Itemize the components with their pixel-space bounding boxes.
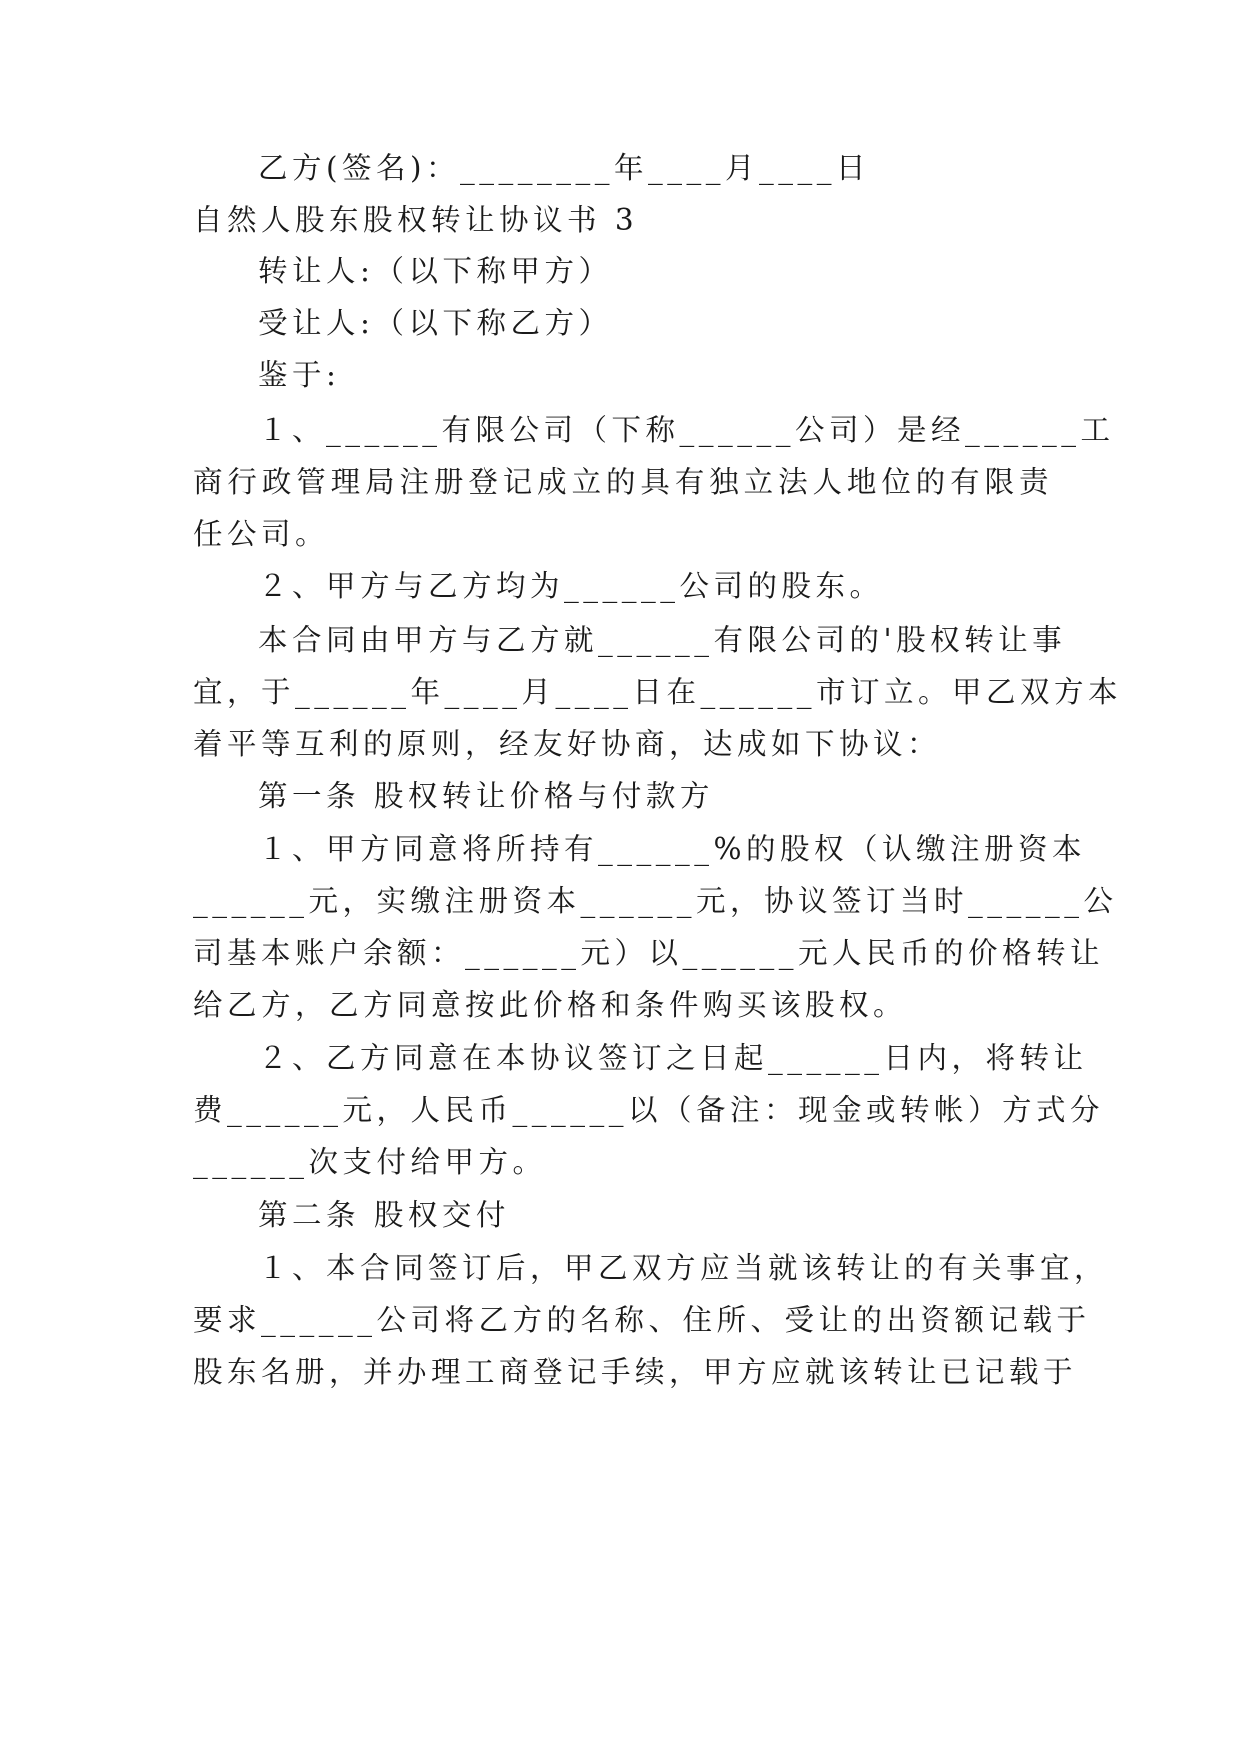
- paragraph-line: 股东名册，并办理工商登记手续，甲方应就该转让已记载于: [193, 1355, 1078, 1389]
- paragraph-line: 司基本账户余额：______元）以______元人民币的价格转让: [193, 936, 1105, 970]
- paragraph-line: １、______有限公司（下称______公司）是经______工: [258, 413, 1115, 447]
- paragraph-line: ______次支付给甲方。: [193, 1145, 547, 1179]
- paragraph-line: 给乙方，乙方同意按此价格和条件购买该股权。: [193, 988, 908, 1022]
- signature-line: 乙方(签名)：________年____月____日: [258, 151, 871, 185]
- paragraph-line: 费______元，人民币______以（备注：现金或转帐）方式分: [193, 1093, 1105, 1127]
- paragraph-line: 任公司。: [193, 517, 330, 551]
- paragraph-line: 要求______公司将乙方的名称、住所、受让的出资额记载于: [193, 1303, 1091, 1337]
- paragraph-line: 着平等互利的原则，经友好协商，达成如下协议：: [193, 727, 942, 761]
- paragraph-line: 商行政管理局注册登记成立的具有独立法人地位的有限责: [193, 465, 1053, 499]
- paragraph-line: １、甲方同意将所持有______%的股权（认缴注册资本: [258, 832, 1087, 866]
- paragraph-line: ２、甲方与乙方均为______公司的股东。: [258, 569, 884, 603]
- paragraph-line: 宜，于______年____月____日在______市订立。甲乙双方本: [193, 675, 1123, 709]
- transferor-line: 转让人:（以下称甲方）: [258, 254, 613, 288]
- whereas-heading: 鉴于:: [258, 358, 341, 392]
- article-heading: 第二条 股权交付: [258, 1198, 510, 1232]
- paragraph-line: ２、乙方同意在本协议签订之日起______日内，将转让: [258, 1041, 1088, 1075]
- paragraph-line: 本合同由甲方与乙方就______有限公司的'股权转让事: [258, 623, 1067, 657]
- paragraph-line: ______元，实缴注册资本______元，协议签订当时______公: [193, 884, 1118, 918]
- transferee-line: 受让人:（以下称乙方）: [258, 306, 613, 340]
- paragraph-line: １、本合同签订后，甲乙双方应当就该转让的有关事宜，: [258, 1251, 1109, 1285]
- document-title: 自然人股东股权转让协议书 3: [193, 203, 639, 237]
- article-heading: 第一条 股权转让价格与付款方: [258, 779, 714, 813]
